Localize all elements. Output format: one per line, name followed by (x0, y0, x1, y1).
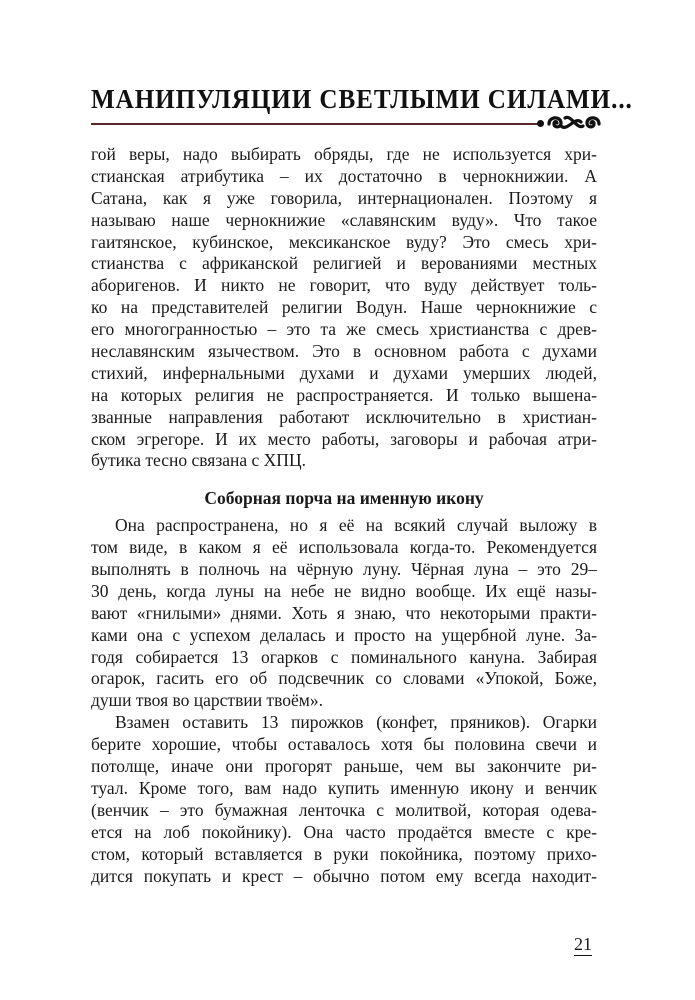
text-line: берите хорошие, чтобы оставалось хотя бы половина свечи и (91, 734, 597, 755)
text-line: Она распространена, но я её на всякий случай выложу в (115, 515, 597, 536)
text-line: стихий, инфернальными духами и духами умерших людей, (91, 362, 597, 383)
text-line: Сатана, как я уже говорила, интернационален. Поэтому я (91, 187, 597, 208)
text-line: выполнять в полночь на чёрную луну. Чёрная луна – это 29– (91, 559, 597, 580)
header-rule-dot (537, 120, 544, 127)
text-line: ском эгрегоре. И их место работы, заговоры и рабочая атри- (91, 428, 597, 449)
text-line: неславянским язычеством. Это в основном работа с духами (91, 341, 597, 362)
text-line: ко на представителей религии Водун. Наше чернокнижие с (91, 297, 597, 318)
running-head-title: МАНИПУЛЯЦИИ СВЕТЛЫМИ СИЛАМИ... (91, 84, 633, 114)
paragraph (91, 515, 597, 712)
text-line: стианская атрибутика – их достаточно в чернокнижии. А (91, 165, 597, 186)
text-line: его многогранностью – это та же смесь христианства с древ- (91, 319, 597, 340)
text-line: ками она с успехом делалась и просто на ущербной луне. За- (91, 624, 597, 645)
text-line: аборигенов. И никто не говорит, что вуду действует толь- (91, 275, 597, 296)
text-line: том виде, в каком я её использовала когда-то. Рекомендуется (91, 537, 597, 558)
text-line: туал. Кроме того, вам надо купить именную икону и венчик (91, 777, 597, 798)
text-line: огарок, гасить его об подсвечник со словами «Упокой, Боже, (91, 668, 597, 689)
page-body (91, 144, 597, 887)
text-line: бутика тесно связана с ХПЦ. (91, 450, 306, 471)
text-line: стом, который вставляется в руки покойника, поэтому прихо- (91, 843, 597, 864)
text-line: вают «гнилыми» днями. Хоть я знаю, что некоторыми практи- (91, 602, 597, 623)
text-line: (венчик – это бумажная ленточка с молитвой, которая одева- (91, 799, 597, 820)
text-line: стианства с африканской религией и верованиями местных (91, 253, 597, 274)
page-number: 21 (574, 934, 592, 954)
paragraph (91, 712, 597, 887)
header-rule (91, 123, 541, 125)
text-line: ется на лоб покойнику). Она часто продаётся вместе с кре- (91, 821, 597, 842)
scroll-ornament-icon (545, 110, 603, 136)
text-line: гой веры, надо выбирать обряды, где не используется хри- (91, 144, 597, 164)
text-line: 30 день, когда луны на небе не видно вообще. Их ещё назы- (91, 580, 597, 601)
paragraph (91, 144, 597, 472)
text-line: годя собирается 13 огарков с поминального кануна. Забирая (91, 646, 597, 667)
text-line: званные направления работают исключительно в христиан- (91, 406, 597, 427)
section-heading (91, 488, 597, 510)
text-line: Соборная порча на именную икону (204, 488, 484, 509)
text-line: дится покупать и крест – обычно потом ему всегда находит- (91, 865, 597, 886)
text-line: называю наше чернокнижие «славянским вуду». Что такое (91, 209, 597, 230)
text-line: Взамен оставить 13 пирожков (конфет, пряников). Огарки (115, 712, 597, 733)
text-line: души твоя во царствии твоём». (91, 690, 323, 711)
text-line: гаитянское, кубинское, мексиканское вуду? Это смесь хри- (91, 231, 597, 252)
text-line: потолще, иначе они прогорят раньше, чем вы закончите ри- (91, 756, 597, 777)
text-line: на которых религия не распространяется. И только вышена- (91, 384, 597, 405)
